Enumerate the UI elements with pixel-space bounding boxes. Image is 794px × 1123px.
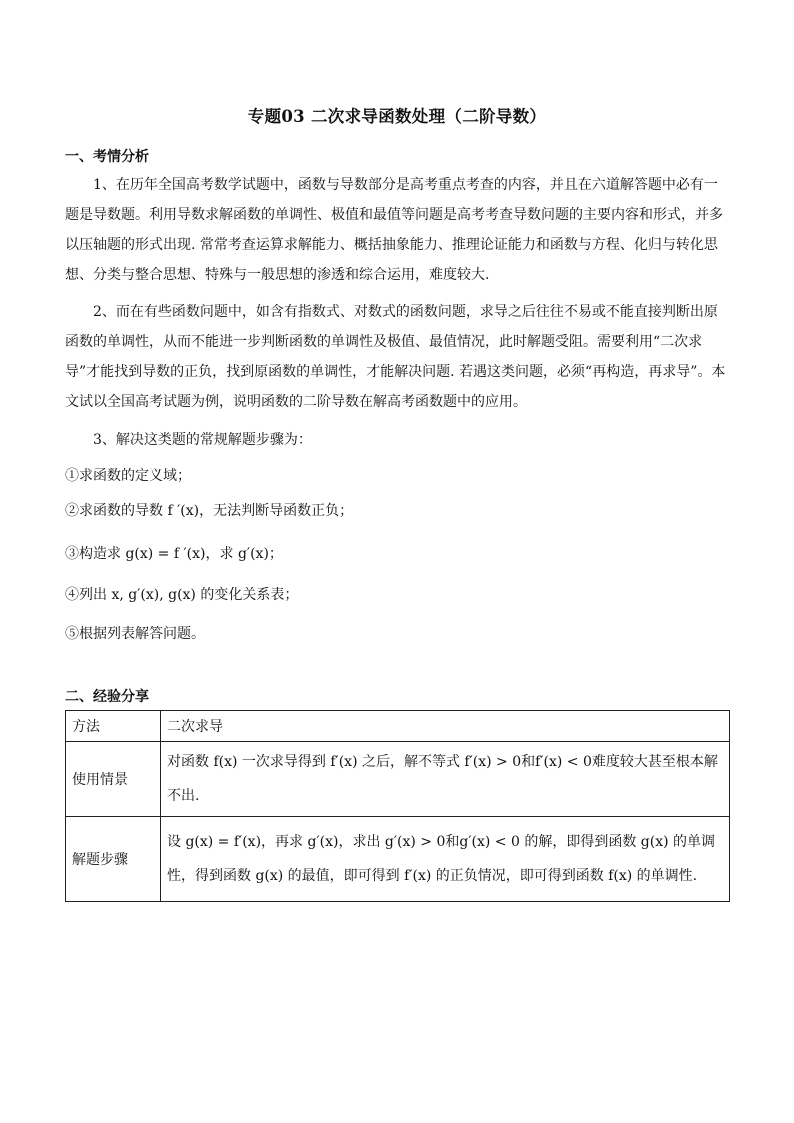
experience-table [65,710,730,902]
table-content-cell: 对函数 f(x) 一次求导得到 f′(x) 之后，解不等式 f′(x) > 0和f′(x) < 0难度较大甚至根本解不出. [161,742,730,817]
table-label-cell: 方法 [66,711,161,742]
step-5: ⑤根据列表解答问题。 [65,626,205,642]
section1-paragraph-1: 1、在历年全国高考数学试题中，函数与导数部分是高考重点考查的内容，并且在六道解答题中必有一题是导数题。利用导数求解函数的单调性、极值和最值等问题是高考考查导数问题的主要内容和形式，并多以压轴题的形式出现. 常常考查运算求解能力、概括抽象能力、推理论证能力和函数与方程、化归与转化思想、分类与整合思想、特殊与一般思想的渗透和综合运用，难度较大. [65,177,723,283]
step-1: ①求函数的定义域； [65,468,191,484]
table-row [66,711,730,742]
table-label-cell: 解题步骤 [66,817,161,902]
step-2: ②求函数的导数 f ′(x)，无法判断导函数正负； [65,503,354,519]
step-4: ④列出 x, g′(x), g(x) 的变化关系表； [65,587,299,603]
table-row [66,742,730,817]
section1-paragraph-3: 3、解决这类题的常规解题步骤为： [93,432,312,448]
section1-heading: 一、考情分析 [65,149,149,165]
table-content-cell: 二次求导 [161,711,730,742]
section2-heading: 二、经验分享 [65,689,149,705]
step-3: ③构造求 g(x) = f ′(x)，求 g′(x)； [65,546,283,562]
section1-paragraph-2: 2、而在有些函数问题中，如含有指数式、对数式的函数问题，求导之后往往不易或不能直接判断出原函数的单调性，从而不能进一步判断函数的单调性及极值、最值情况，此时解题受阻。需要利用“二次求导”才能找到导数的正负，找到原函数的单调性，才能解决问题. 若遇这类问题，必须“再构造，再求导”。本文试以全国高考试题为例，说明函数的二阶导数在解高考函数题中的应用。 [65,304,726,410]
table-content-cell: 设 g(x) = f′(x)，再求 g′(x)，求出 g′(x) > 0和g′(x) < 0 的解，即得到函数 g(x) 的单调性，得到函数 g(x) 的最值，即可得到 f′(x) 的正负情况，即可得到函数 f(x) 的单调性. [161,817,730,902]
table-label-cell: 使用情景 [66,742,161,817]
table-row [66,817,730,902]
page-title: 专题03 二次求导函数处理（二阶导数） [247,107,547,126]
